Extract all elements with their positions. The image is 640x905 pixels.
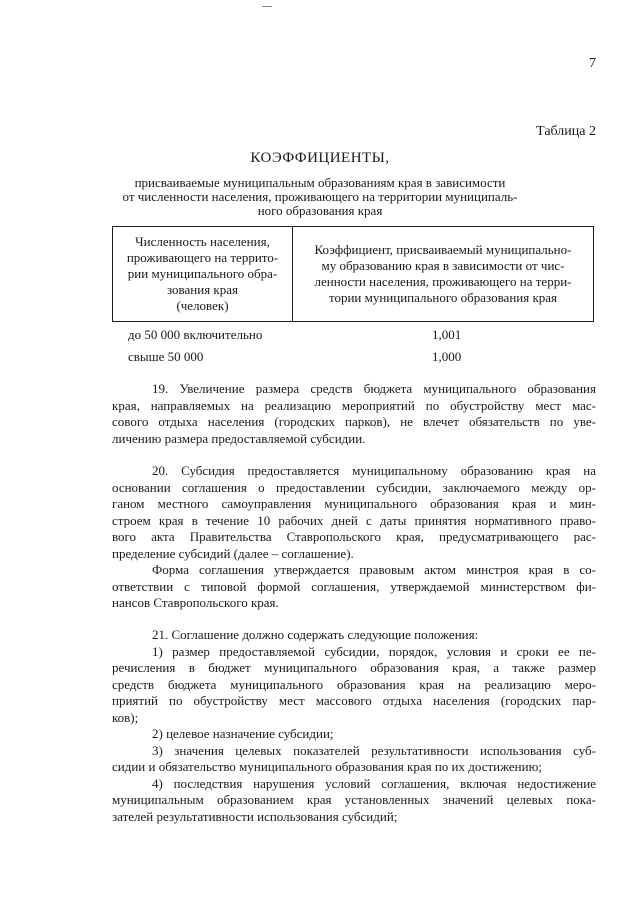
text-line: основании соглашения о предоставлении субсидии, заключаемого между ор- (112, 479, 596, 495)
text-line: сидии и обязательство муниципального образования края по их достижению; (112, 759, 542, 774)
text-line: муниципальным образованием края установленных значений целевых пока- (112, 792, 596, 807)
text-line: 19. Увеличение размера средств бюджета муниципального образования (152, 381, 596, 396)
scan-mark (262, 6, 272, 7)
header-line: ленности населения, проживающего на терри- (314, 274, 572, 289)
table-row (112, 349, 594, 367)
header-population (113, 227, 293, 321)
text-line: средств бюджета муниципального образования края на реализацию меро- (112, 676, 596, 692)
header-line: (человек) (176, 298, 229, 313)
header-line: проживающего на террито- (126, 250, 279, 265)
text-line: строем края в течение 10 рабочих дней с даты принятия нормативного право- (112, 512, 596, 528)
text-line: Форма соглашения утверждается правовым актом минстроя края в со- (152, 562, 596, 577)
population-cell: до 50 000 включительно (128, 327, 263, 342)
coefficient-cell: 1,001 (432, 327, 462, 342)
header-coefficient (293, 227, 593, 321)
coefficient-cell: 1,000 (432, 349, 462, 364)
text-line: края, направляемых на реализацию мероприятий по обустройству мест мас- (112, 397, 596, 413)
text-line: нансов Ставропольского края. (112, 595, 279, 610)
text-line: 1) размер предоставляемой субсидии, порядок, условия и сроки ее пе- (152, 643, 596, 659)
text-line: личению размера предоставляемой субсидии. (112, 430, 366, 446)
text-line: вого акта Правительства Ставропольского края, предусматривающего рас- (112, 529, 596, 544)
text-line: ганом местного самоуправления муниципального образования края и мин- (112, 496, 596, 511)
page-number: 7 (589, 56, 596, 71)
header-line: зования края (166, 282, 238, 297)
table-title: КОЭФФИЦИЕНТЫ, (250, 150, 390, 166)
paragraph-20 (112, 463, 596, 562)
text-line: 3) значения целевых показателей результативности использования суб- (152, 742, 596, 758)
text-line: приятий по обустройству мест массового отдыха населения (городских пар- (112, 693, 596, 708)
text-line: сового отдыха населения (городских парков), не влечет обязательств по уве- (112, 414, 596, 429)
text-line: пределение субсидий (далее – соглашение). (112, 545, 354, 561)
header-line: рии муниципального обра- (127, 266, 278, 281)
subtitle-line: ного образования края (257, 203, 383, 218)
paragraph-21 (112, 627, 596, 825)
text-line: зателей результативности использования субсидий; (112, 808, 398, 824)
text-line: 21. Соглашение должно содержать следующие положения: (152, 627, 479, 642)
coefficient-table-header (112, 226, 594, 322)
subtitle-line: от численности населения, проживающего на территории муниципаль- (122, 189, 518, 204)
paragraph-agreement-form (112, 562, 596, 612)
header-line: му образованию края в зависимости от чис- (321, 258, 565, 273)
header-line: тории муниципального образования края (328, 290, 558, 305)
table-row (112, 327, 594, 345)
text-line: ков); (112, 709, 139, 725)
text-line: ответствии с типовой формой соглашения, утверждаемой министерством фи- (112, 578, 596, 594)
subtitle-line: присваиваемые муниципальным образованиям края в зависимости (134, 175, 506, 190)
text-line: речисления в бюджет муниципального образования края, а также размер (112, 660, 596, 675)
population-cell: свыше 50 000 (128, 349, 204, 364)
table-label: Таблица 2 (536, 124, 596, 139)
table-subtitle (120, 176, 520, 218)
text-line: 4) последствия нарушения условий соглашения, включая недостижение (152, 775, 596, 791)
paragraph-19 (112, 381, 596, 447)
header-line: Численность населения, (135, 234, 270, 249)
text-line: 20. Субсидия предоставляется муниципальному образованию края на (152, 463, 596, 478)
header-line: Коэффициент, присваиваемый муниципально- (314, 242, 572, 257)
text-line: 2) целевое назначение субсидии; (152, 726, 334, 741)
